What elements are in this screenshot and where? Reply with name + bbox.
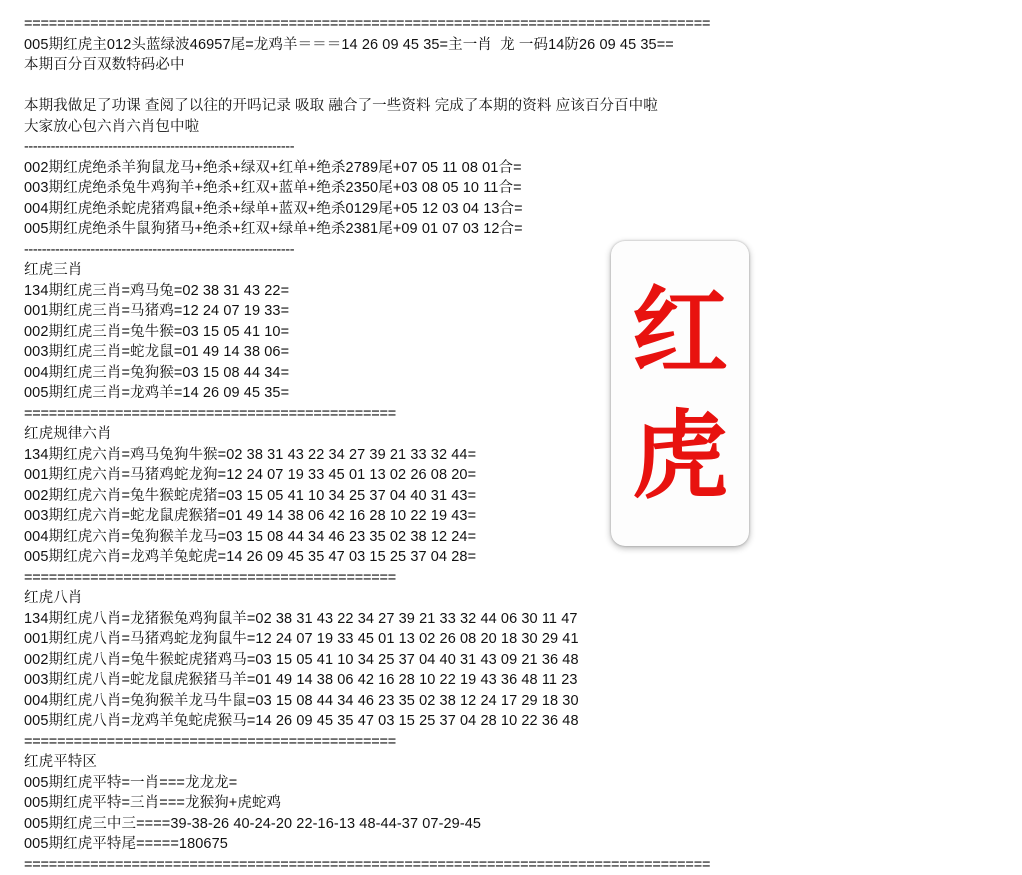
text-line: 005期红虎六肖=龙鸡羊兔蛇虎=14 26 09 45 35 47 03 15 25 37 04 28= bbox=[24, 547, 929, 568]
text-line: 003期红虎八肖=蛇龙鼠虎猴猪马羊=01 49 14 38 06 42 16 28 10 22 19 43 36 48 11 23 bbox=[24, 670, 929, 691]
brand-card bbox=[611, 241, 749, 546]
text-line: 005期红虎三肖=龙鸡羊=14 26 09 45 35= bbox=[24, 383, 929, 404]
brand-char-hu: 虎 bbox=[632, 398, 728, 514]
text-line: 002期红虎绝杀羊狗鼠龙马+绝杀+绿双+红单+绝杀2789尾+07 05 11 08 01合= bbox=[24, 158, 929, 179]
text-line: 134期红虎三肖=鸡马兔=02 38 31 43 22= bbox=[24, 281, 929, 302]
blank-line bbox=[24, 76, 929, 97]
text-line: 005期红虎主012头蓝绿波46957尾=龙鸡羊＝＝＝14 26 09 45 35=主一肖 龙 一码14防26 09 45 35== bbox=[24, 35, 929, 56]
text-line: 004期红虎绝杀蛇虎猪鸡鼠+绝杀+绿单+蓝双+绝杀0129尾+05 12 03 04 13合= bbox=[24, 199, 929, 220]
separator-rule: ============================================= bbox=[24, 568, 929, 589]
document-text-column bbox=[24, 14, 929, 875]
text-line: 003期红虎绝杀兔牛鸡狗羊+绝杀+红双+蓝单+绝杀2350尾+03 08 05 10 11合= bbox=[24, 178, 929, 199]
text-line: 001期红虎八肖=马猪鸡蛇龙狗鼠牛=12 24 07 19 33 45 01 13 02 26 08 20 18 30 29 41 bbox=[24, 629, 929, 650]
separator-rule: ============================================= bbox=[24, 404, 929, 425]
text-line: 002期红虎八肖=兔牛猴蛇虎猪鸡马=03 15 05 41 10 34 25 37 04 40 31 43 09 21 36 48 bbox=[24, 650, 929, 671]
text-line: 005期红虎平特=三肖===龙猴狗+虎蛇鸡 bbox=[24, 793, 929, 814]
section-heading-pingte: 红虎平特区 bbox=[24, 752, 929, 773]
brand-char-hong: 红 bbox=[632, 274, 728, 390]
section-heading-three-xiao: 红虎三肖 bbox=[24, 260, 929, 281]
text-line: 本期百分百双数特码必中 bbox=[24, 55, 929, 76]
separator-rule: =================================================================================== bbox=[24, 855, 929, 875]
text-line: 004期红虎八肖=兔狗猴羊龙马牛鼠=03 15 08 44 34 46 23 35 02 38 12 24 17 29 18 30 bbox=[24, 691, 929, 712]
dash-rule: ------------------------------------------------------------- bbox=[24, 240, 929, 261]
section-heading-eight-xiao: 红虎八肖 bbox=[24, 588, 929, 609]
separator-rule: =================================================================================== bbox=[24, 14, 929, 35]
text-line: 004期红虎六肖=兔狗猴羊龙马=03 15 08 44 34 46 23 35 02 38 12 24= bbox=[24, 527, 929, 548]
text-line: 005期红虎三中三====39-38-26 40-24-20 22-16-13 48-44-37 07-29-45 bbox=[24, 814, 929, 835]
dash-rule: ------------------------------------------------------------- bbox=[24, 137, 929, 158]
separator-rule: ============================================= bbox=[24, 732, 929, 753]
text-line: 001期红虎三肖=马猪鸡=12 24 07 19 33= bbox=[24, 301, 929, 322]
text-line: 001期红虎六肖=马猪鸡蛇龙狗=12 24 07 19 33 45 01 13 02 26 08 20= bbox=[24, 465, 929, 486]
text-line: 002期红虎三肖=兔牛猴=03 15 05 41 10= bbox=[24, 322, 929, 343]
text-line: 003期红虎六肖=蛇龙鼠虎猴猪=01 49 14 38 06 42 16 28 10 22 19 43= bbox=[24, 506, 929, 527]
text-line: 005期红虎平特=一肖===龙龙龙= bbox=[24, 773, 929, 794]
text-line: 005期红虎绝杀牛鼠狗猪马+绝杀+红双+绿单+绝杀2381尾+09 01 07 03 12合= bbox=[24, 219, 929, 240]
text-line: 004期红虎三肖=兔狗猴=03 15 08 44 34= bbox=[24, 363, 929, 384]
text-line: 大家放心包六肖六肖包中啦 bbox=[24, 117, 929, 138]
text-line: 本期我做足了功课 查阅了以往的开吗记录 吸取 融合了一些资料 完成了本期的资料 应该百分百中啦 bbox=[24, 96, 929, 117]
text-line: 005期红虎平特尾=====180675 bbox=[24, 834, 929, 855]
text-line: 005期红虎八肖=龙鸡羊兔蛇虎猴马=14 26 09 45 35 47 03 15 25 37 04 28 10 22 36 48 bbox=[24, 711, 929, 732]
section-heading-six-xiao: 红虎规律六肖 bbox=[24, 424, 929, 445]
text-line: 134期红虎六肖=鸡马兔狗牛猴=02 38 31 43 22 34 27 39 21 33 32 44= bbox=[24, 445, 929, 466]
text-line: 003期红虎三肖=蛇龙鼠=01 49 14 38 06= bbox=[24, 342, 929, 363]
text-line: 002期红虎六肖=兔牛猴蛇虎猪=03 15 05 41 10 34 25 37 04 40 31 43= bbox=[24, 486, 929, 507]
text-line: 134期红虎八肖=龙猪猴兔鸡狗鼠羊=02 38 31 43 22 34 27 39 21 33 32 44 06 30 11 47 bbox=[24, 609, 929, 630]
